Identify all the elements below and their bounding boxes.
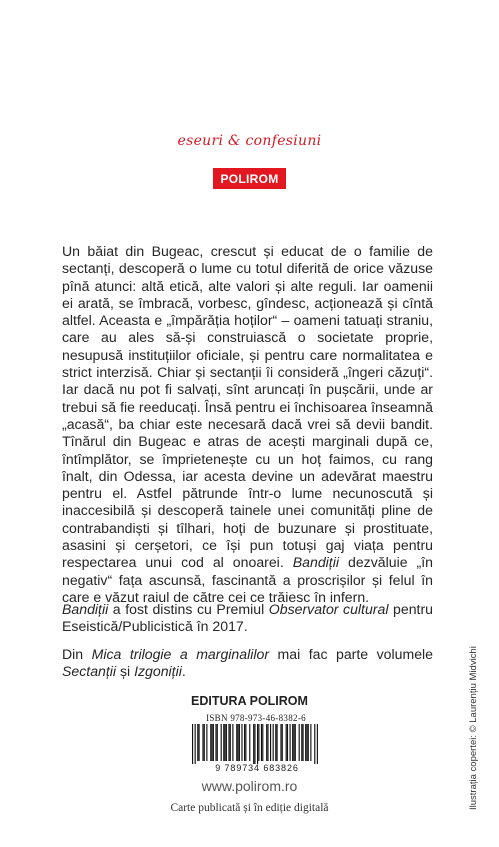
- cover-credit: Ilustrația copertei: © Laurențiu Midvichi: [468, 646, 479, 810]
- polirom-logo: POLIROM: [213, 168, 285, 189]
- digital-edition-note: Carte publicată și în ediție digitală: [170, 802, 329, 814]
- logo-container: [0, 168, 499, 189]
- blurb-paragraph: Un băiat din Bugeac, crescut și educat de o familie de sectanți, descoperă o lume cu totul diferită de orice văzuse pînă atunci: altă etică, alte valori și alte reguli. Iar oamenii ei arată, se îmbracă, vorbesc, gîndesc, acționează și cîntă altfel. Aceasta e „împărăția hoților“ – oameni tatuați straniu, care au ales să-și construiască o societate proprie, nesupusă instituțiilor oficiale, și pentru care normalitatea e strict interzisă. Chiar și sectanții îi consideră „îngeri căzuți“. Iar dacă nu pot fi salvați, sînt aruncați în pușcării, unde ar trebui să fie reeducați. Însă pentru ei închisoarea înseamnă „acasă“, ba chiar este necesară dacă vrei să devii bandit. Tînărul din Bugeac e atras de acești marginali după ce, întîmplător, se împrietenește cu un hoț faimos, cu rang înalt, din Odessa, iar acesta devine un adevărat maestru pentru el. Astfel pătrunde într-o lume necunoscută și inaccesibilă și descoperă tainele unei comunități pline de contrabandiști și tîlhari, hoți de buzunare și prostituate, asasini și cerșetori, ce își pun totuși gaj viața pentru respectarea unui cod al onoarei. Bandiții dezvăluie „în negativ“ fața ascunsă, fascinantă a proscrișilor și felul în care e văzut raiul de către cei ce trăiesc în infern.: [62, 243, 433, 605]
- trilogy-paragraph: Din Mica trilogie a marginalilor mai fac parte volumele Sectanții și Izgoniții.: [62, 646, 434, 680]
- award-paragraph: Bandiții a fost distins cu Premiul Observator cultural pentru Eseistică/Publicistică în 2017.: [62, 601, 434, 635]
- barcode-number: 9 789734 683826: [215, 763, 299, 773]
- publisher-name: EDITURA POLIROM: [191, 694, 308, 708]
- barcode-image: [191, 724, 321, 764]
- website-link[interactable]: www.polirom.ro: [201, 778, 298, 794]
- series-label: eseuri & confesiuni: [177, 133, 322, 149]
- isbn-text: ISBN 978-973-46-8382-6: [206, 713, 306, 723]
